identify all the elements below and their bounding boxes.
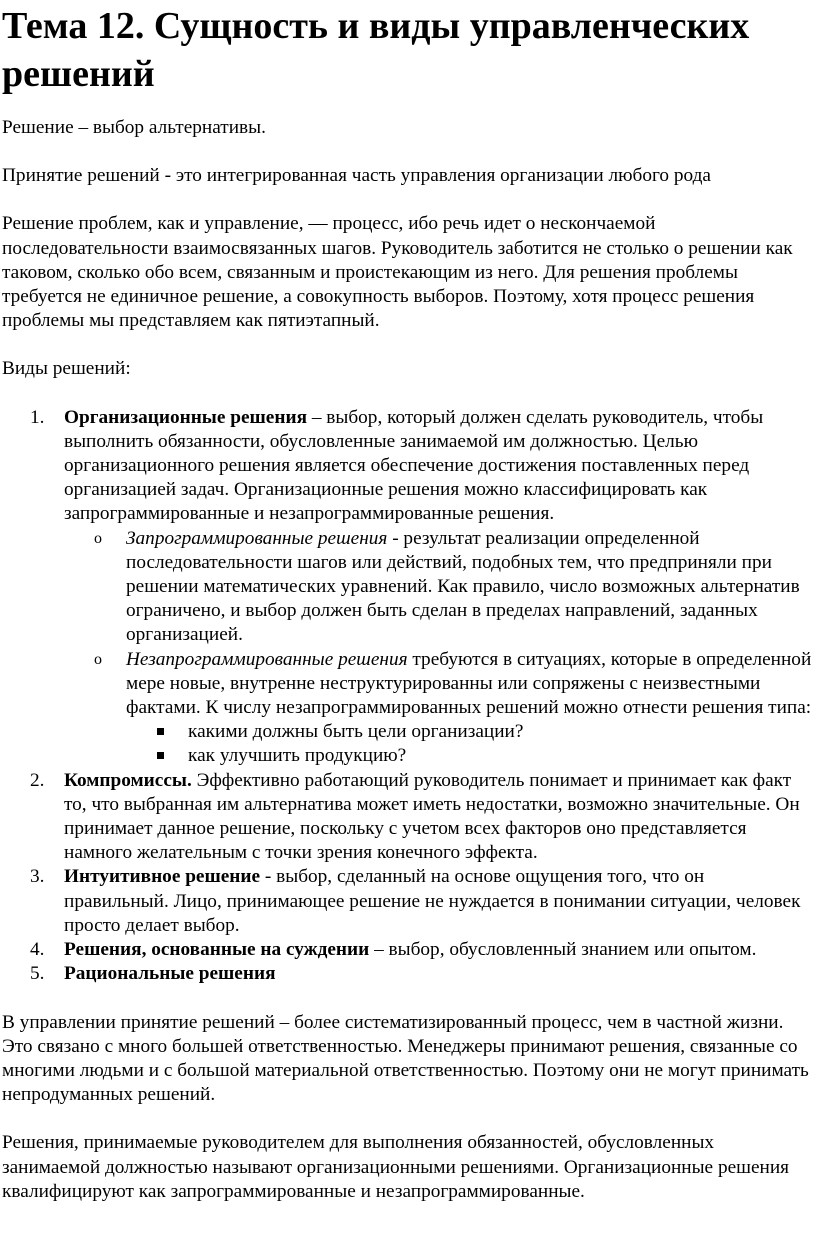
spacer: [2, 98, 812, 116]
circle-bullet-icon: o: [94, 529, 102, 547]
paragraph-decision-making: Принятие решений - это интегрированная часть управления организации любого рода: [2, 165, 711, 187]
list-item-text: – выбор, обусловленный знанием или опытом.: [369, 939, 757, 961]
term-rational: Рациональные решения: [64, 963, 276, 985]
spacer: [2, 333, 812, 357]
paragraph-organizational-decisions: Решения, принимаемые руководителем для выполнения обязанностей, обусловленных занимаемой должностью называют организационными решениями. Организационные решения квалифицируют как запрограммированные и незапрограммированные.: [2, 1132, 790, 1202]
question-text: как улучшить продукцию?: [188, 745, 407, 767]
paragraph-types-heading: Виды решений:: [2, 358, 131, 380]
sub-item-text: - результат реализации определенной последовательности шагов или действий, подобных тем, что предприняли при решении математических уравнений. Как правило, число возможных альтернатив ограничено, и выбор должен быть сделан в пределах направлений, заданных организацией.: [126, 527, 800, 646]
term-unprogrammed: Незапрограммированные решения: [126, 648, 408, 670]
question-text: какими должны быть цели организации?: [188, 721, 524, 743]
question-item: [126, 720, 812, 744]
spacer: [2, 140, 812, 164]
spacer: [2, 1107, 812, 1131]
term-compromise: Компромиссы.: [64, 769, 192, 791]
sub-item-unprogrammed: [64, 648, 812, 769]
list-item-rational: [2, 962, 812, 986]
paragraph-management-decisions: В управлении принятие решений – более систематизированный процесс, чем в частной жизни. Это связано с много большей ответственностью. Менеджеры принимают решения, связанные со многими людьми и с большой материальной ответственностью. Поэтому они не могут принимать непродуманных решений.: [2, 1011, 809, 1106]
question-list: [126, 720, 812, 768]
list-item-intuitive: [2, 865, 812, 938]
list-number: 4.: [30, 939, 45, 961]
spacer: [2, 382, 812, 406]
term-judgment: Решения, основанные на суждении: [64, 939, 370, 961]
list-item-text: – выбор, который должен сделать руководитель, чтобы выполнить обязанности, обусловленные занимаемой им должностью. Целью организационного решения является обеспечение достижения поставленных перед организацией задач. Организационные решения можно классифицировать как запрограммированные и незапрограммированные решения.: [64, 406, 764, 525]
paragraph-definition: Решение – выбор альтернативы.: [2, 117, 266, 138]
page-title: Тема 12. Сущность и виды управленческих решений: [2, 5, 750, 95]
types-list: [2, 406, 812, 987]
list-item-text: - выбор, сделанный на основе ощущения того, что он правильный. Лицо, принимающее решение не нуждается в понимании ситуации, человек просто делает выбор.: [64, 866, 801, 936]
spacer: [2, 987, 812, 1011]
square-bullet-icon: [157, 752, 164, 759]
sub-list: [64, 527, 812, 769]
list-item-compromise: [2, 769, 812, 866]
list-item-organizational: [2, 406, 812, 769]
spacer: [2, 188, 812, 212]
list-item-text: Эффективно работающий руководитель понимает и принимает как факт то, что выбранная им альтернатива может иметь недостатки, возможно значительные. Он принимает данное решение, поскольку с учетом всех факторов оно представляется намного желательным с точки зрения конечного эффекта.: [64, 769, 800, 864]
term-intuitive: Интуитивное решение: [64, 866, 261, 888]
term-programmed: Запрограммированные решения: [126, 527, 388, 549]
term-organizational: Организационные решения: [64, 406, 308, 428]
list-number: 3.: [30, 866, 45, 888]
paragraph-problem-solving: Решение проблем, как и управление, — процесс, ибо речь идет о нескончаемой последовательности взаимосвязанных шагов. Руководитель заботится не столько о решении как таковом, сколько обо всем, связанным и проистекающим из него. Для решения проблемы требуется не единичное решение, а совокупность выборов. Поэтому, хотя процесс решения проблемы мы представляем как пятиэтапный.: [2, 213, 793, 332]
question-item: [126, 744, 812, 768]
sub-item-text: требуются в ситуациях, которые в определенной мере новые, внутренне неструктурированны или сопряжены с неизвестными фактами. К числу незапрограммированных решений можно отнести решения типа:: [126, 648, 812, 719]
list-number: 1.: [30, 406, 45, 428]
list-number: 2.: [30, 769, 45, 791]
list-number: 5.: [30, 963, 45, 985]
circle-bullet-icon: o: [94, 650, 102, 668]
document-page: [0, 2, 816, 1204]
list-item-judgment: [2, 938, 812, 962]
sub-item-programmed: [64, 527, 812, 648]
square-bullet-icon: [157, 728, 164, 735]
